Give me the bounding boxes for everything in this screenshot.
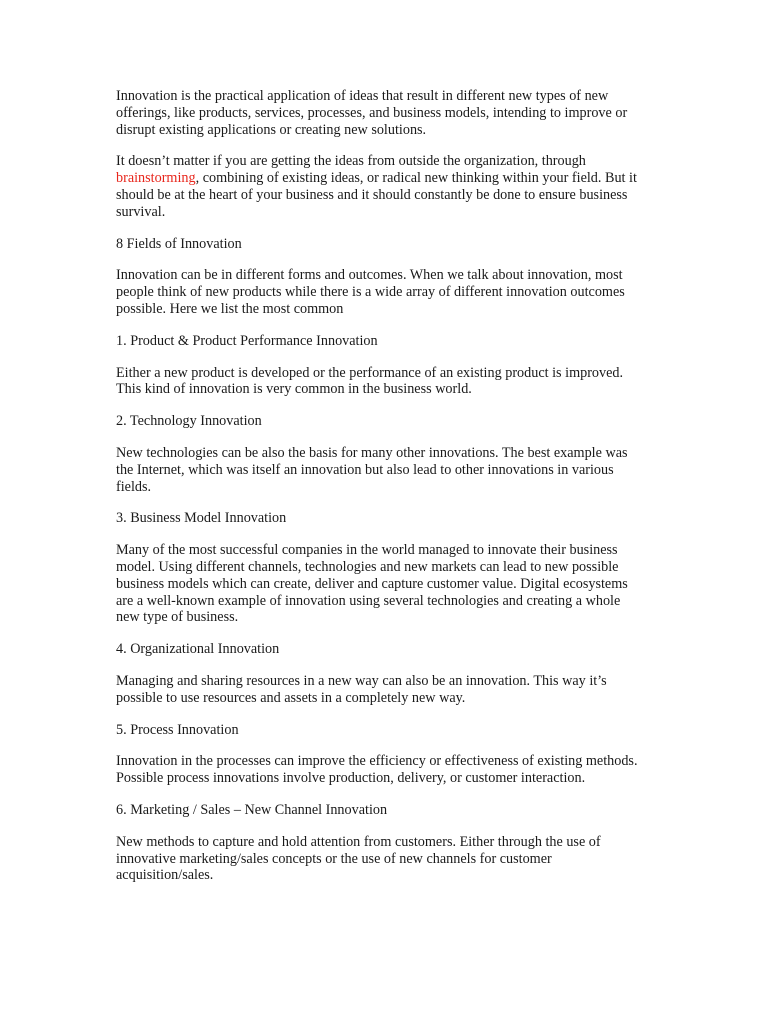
- section-heading: 2. Technology Innovation: [116, 413, 262, 430]
- section-body: New technologies can be also the basis for many other innovations. The best example was the Internet, which was itself an innovation but also lead to other innovations in various fields.: [116, 444, 628, 495]
- brainstorming-link[interactable]: brainstorming: [116, 170, 196, 187]
- intro-paragraph: Innovation is the practical application of ideas that result in different new types of new offerings, like products, services, processes, and business models, intending to improve or disrupt existing applications or creating new solutions.: [116, 88, 628, 138]
- section-body: New methods to capture and hold attention from customers. Either through the use of innovative marketing/sales concepts or the use of new channels for customer acquisition/sales.: [116, 833, 601, 884]
- section-heading: 6. Marketing / Sales – New Channel Innovation: [116, 801, 388, 818]
- ideas-text-before: It doesn’t matter if you are getting the ideas from outside the organization, through: [116, 153, 586, 170]
- section-heading: 3. Business Model Innovation: [116, 510, 287, 527]
- section-heading: 5. Process Innovation: [116, 721, 239, 738]
- ideas-paragraph: [116, 153, 646, 220]
- section-heading: 4. Organizational Innovation: [116, 641, 280, 658]
- section-heading: 1. Product & Product Performance Innovation: [116, 332, 378, 349]
- document-page: [116, 88, 646, 899]
- section-body: Innovation in the processes can improve the efficiency or effectiveness of existing methods. Possible process innovations involve production, delivery, or customer interaction.: [116, 753, 638, 787]
- section-body: Many of the most successful companies in the world managed to innovate their business model. Using different channels, technologies and new markets can lead to new possible business models which can create, deliver and capture customer value. Digital ecosystems are a well-known example of innovation using several technologies and creating a whole new type of business.: [116, 542, 628, 626]
- section-body: Managing and sharing resources in a new way can also be an innovation. This way it’s possible to use resources and assets in a completely new way.: [116, 672, 607, 706]
- fields-intro-paragraph: Innovation can be in different forms and outcomes. When we talk about innovation, most people think of new products while there is a wide array of different innovation outcomes possible. Here we list the most common: [116, 267, 625, 317]
- fields-heading: 8 Fields of Innovation: [116, 235, 242, 252]
- section-body: Either a new product is developed or the performance of an existing product is improved. This kind of innovation is very common in the business world.: [116, 364, 624, 398]
- ideas-text-after: , combining of existing ideas, or radical new thinking within your field. But it should be at the heart of your business and it should constantly be done to ensure business survival.: [116, 170, 637, 220]
